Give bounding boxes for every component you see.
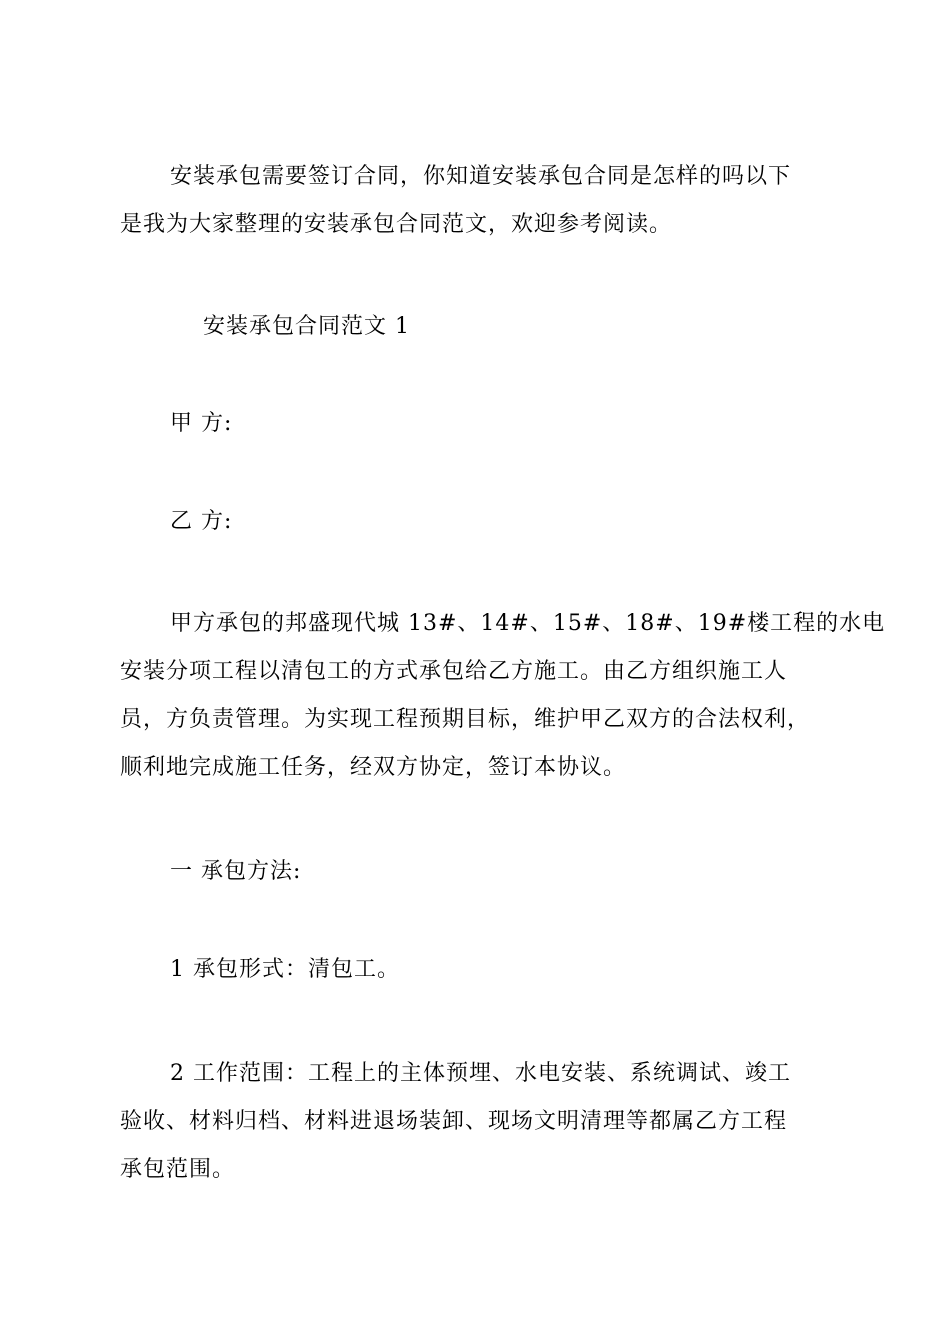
intro-line-1: 安装承包需要签订合同，你知道安装承包合同是怎样的吗以下: [170, 164, 792, 189]
item-1-text: 1 承包形式：清包工。: [170, 957, 400, 982]
body-line-2: 安装分项工程以清包工的方式承包给乙方施工。由乙方组织施工人: [120, 659, 788, 684]
body-line-4: 顺利地完成施工任务，经双方协定，签订本协议。: [120, 755, 627, 780]
contract-heading-text: 安装承包合同范文 1: [203, 314, 410, 339]
item-2-line-2: 验收、材料归档、材料进退场装卸、现场文明清理等都属乙方工程: [120, 1109, 788, 1134]
party-a-label: 甲 方:: [170, 411, 233, 436]
party-b-label: 乙 方:: [170, 509, 233, 534]
body-paragraph: [120, 600, 886, 792]
item-2-line-3: 承包范围。: [120, 1157, 236, 1182]
contract-heading: [203, 303, 915, 351]
section-1-heading: [170, 848, 882, 896]
item-2-line-1: 2 工作范围：工程上的主体预埋、水电安装、系统调试、竣工: [170, 1061, 791, 1086]
body-line-1: 甲方承包的邦盛现代城 13#、14#、15#、18#、19#楼工程的水电: [170, 611, 886, 636]
intro-paragraph: [120, 153, 832, 249]
party-a-line: [170, 400, 882, 448]
item-2: [120, 1050, 832, 1194]
intro-line-2: 是我为大家整理的安装承包合同范文，欢迎参考阅读。: [120, 212, 673, 237]
body-line-3: 员，方负责管理。为实现工程预期目标，维护甲乙双方的合法权利，: [120, 707, 811, 732]
item-1: [170, 946, 882, 994]
section-1-heading-text: 一 承包方法:: [170, 859, 302, 884]
party-b-line: [170, 498, 882, 546]
